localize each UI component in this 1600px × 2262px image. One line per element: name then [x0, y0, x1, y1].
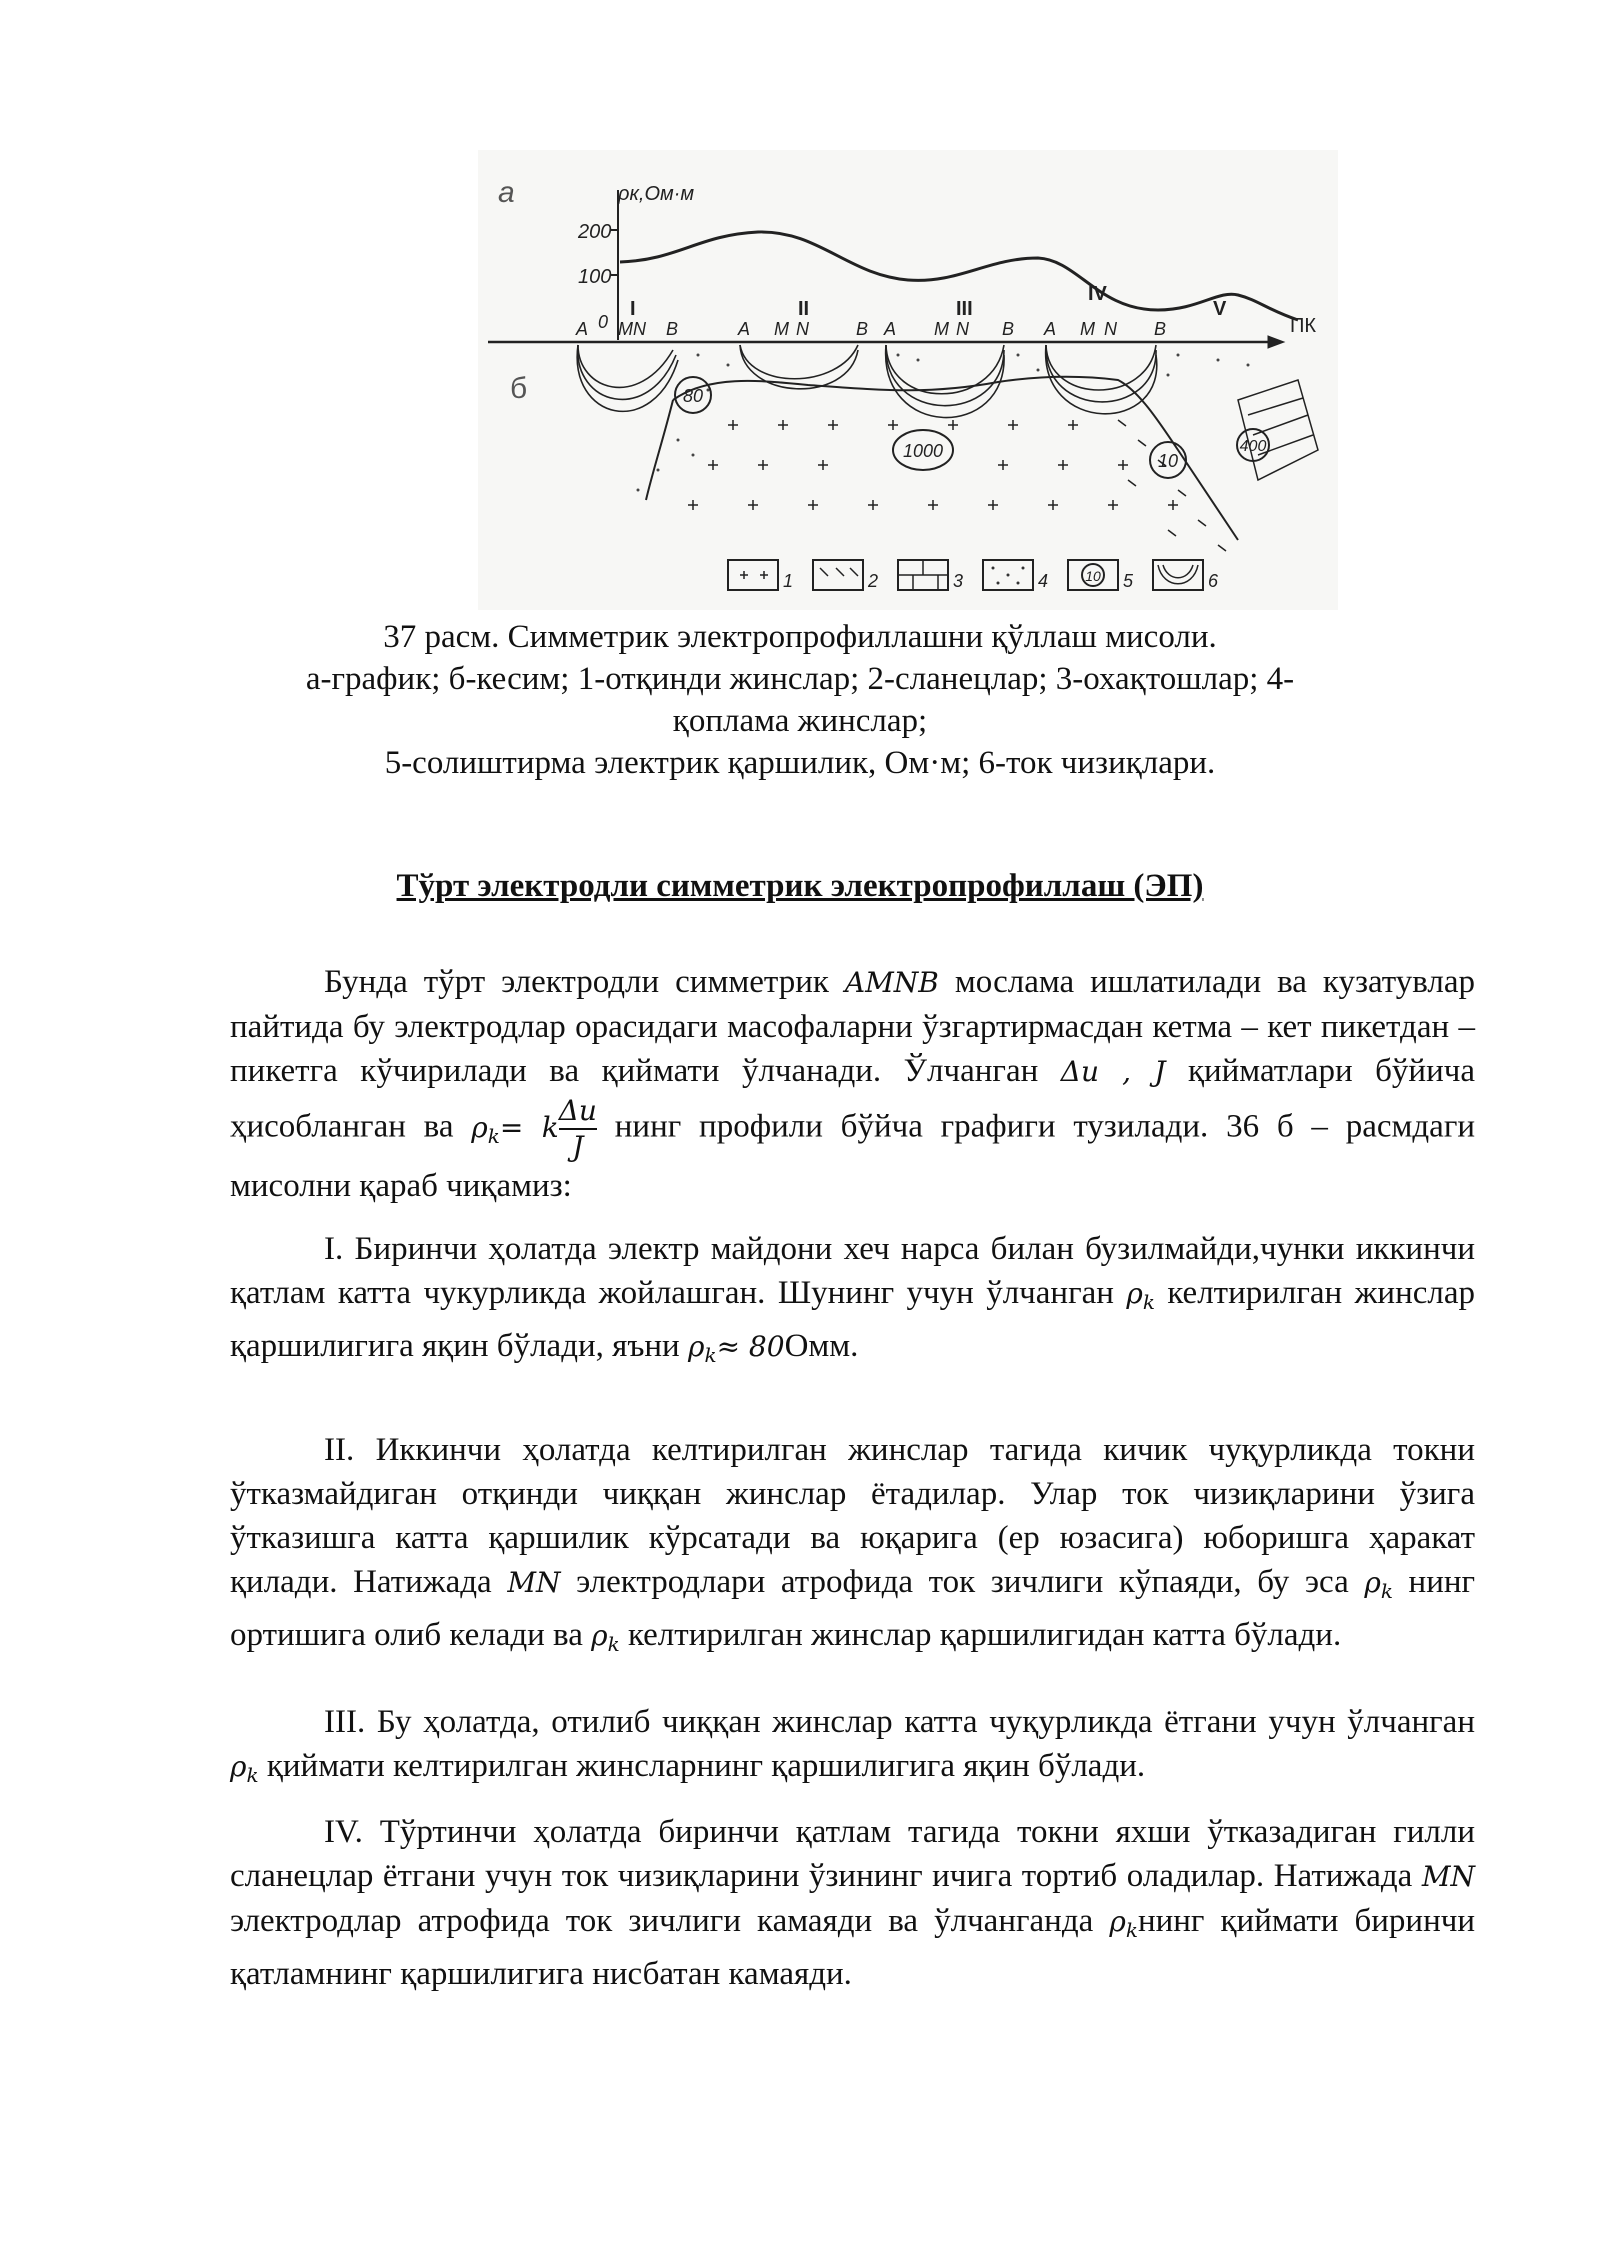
paragraph-case-2: II. Иккинчи ҳолатда келтирилган жинслар тагида кичик чуқурликда токни ўтказмайдиган отқинди чиққан жинслар ётадилар. Улар ток чизиқларини ўзига ўтказишга катта қаршилик кўрсатади ва юқарига (ер юзасига) юборишга ҳаракат қилади. Натижада MN электродлари атрофида ток зичлиги кўпаяди, бу эса $\rho_k$ нинг ортишига олиб келади ва $\rho_k$ келтирилган жинслар қаршилигидан катта бўлади.: [230, 1432, 1476, 1656]
y-tick-0: 0: [598, 312, 609, 332]
figure-label-b: б: [510, 372, 528, 405]
geophysical-profile-figure: [478, 150, 1338, 610]
svg-text:B: B: [1154, 319, 1167, 339]
svg-text:10: 10: [1085, 568, 1101, 584]
paragraph-case-4: IV. Тўртинчи ҳолатда биринчи қатлам тагида токни яхши ўтказадиган гилли сланецлар ётгани учун ток чизиқларини ўзининг ичига тортиб оладилар. Натижада MN электродлар атрофида ток зичлиги камаяди ва ўлчанганда $\rho_kнинг$ қиймати биринчи қатламнинг қаршилигига нисбатан камаяди.: [230, 1814, 1476, 1992]
svg-text:400: 400: [1239, 438, 1267, 455]
y-tick-200: 200: [578, 221, 612, 243]
svg-text:N: N: [1104, 319, 1117, 339]
formula-fraction: $\frac{\Delta u}{J}$: [558, 1094, 597, 1163]
x-axis-label: ПК: [1290, 315, 1317, 337]
svg-text:6: 6: [1208, 571, 1219, 591]
figure-caption-line1: 37 расм. Симметрик электропрофиллашни қўллаш мисоли.: [383, 619, 1217, 655]
figure-label-a: a: [498, 176, 515, 209]
intrusive-rock-pattern: [688, 420, 1178, 510]
zone-V: V: [1213, 298, 1227, 320]
section-heading: Тўрт электродли симметрик электропрофиллаш (ЭП): [396, 868, 1204, 904]
zone-IV: IV: [1088, 283, 1107, 305]
svg-text:M: M: [1080, 319, 1095, 339]
zone-II: II: [798, 298, 810, 320]
svg-text:1: 1: [783, 571, 794, 591]
svg-text:B: B: [856, 319, 869, 339]
svg-text:A: A: [1044, 319, 1057, 339]
figure-caption-line4: 5-солиштирма электрик қаршилик, Ом·м; 6-ток чизиқлари.: [384, 745, 1216, 781]
zone-III: III: [956, 298, 973, 320]
resistivity-1000: [893, 430, 953, 470]
svg-text:5: 5: [1123, 571, 1134, 591]
current-lines: [577, 345, 1157, 418]
svg-text:10: 10: [1157, 451, 1179, 471]
svg-text:B: B: [1002, 319, 1015, 339]
svg-text:M: M: [774, 319, 789, 339]
svg-text:4: 4: [1038, 571, 1049, 591]
resistivity-10: [1150, 442, 1186, 478]
svg-text:N: N: [956, 319, 969, 339]
svg-text:N: N: [796, 319, 809, 339]
svg-text:M: M: [934, 319, 949, 339]
profile-diagram: [478, 150, 1338, 610]
svg-text:80: 80: [682, 386, 704, 406]
zone-I: I: [630, 298, 636, 320]
y-axis-label: ρк,Ом·м: [618, 183, 695, 205]
paragraph-intro: Бунда тўрт электродли симметрик AMNB мослама ишлатилади ва кузатувлар пайтида бу электродлар орасидаги масофаларни ўзгартирмасдан кетма – кет пикетдан – пикетга кўчирилади ва қиймати ўлчанади. Ўлчанган Δu , J қийматлари бўйича ҳисобланган ва $\rho_k= k$ $\frac{\Delta u}{J}$ нинг профили бўйча графиги тузилади. 36 б – расмдаги мисолни қараб чиқамиз:: [230, 964, 1476, 1204]
intrusive-boundary: [673, 377, 1238, 540]
y-tick-100: 100: [578, 266, 612, 288]
svg-text:3: 3: [953, 571, 964, 591]
electrode-labels: [575, 319, 1166, 339]
svg-text:A: A: [576, 319, 589, 339]
figure-caption-line3: қоплама жинслар;: [672, 703, 928, 739]
svg-text:A: A: [884, 319, 897, 339]
svg-text:M: M: [618, 319, 633, 339]
figure-legend: [728, 560, 1219, 591]
svg-text:B: B: [666, 319, 679, 339]
svg-text:A: A: [738, 319, 751, 339]
paragraph-case-3: III. Бу ҳолатда, отилиб чиққан жинслар катта чуқурликда ётгани учун ўлчанган $\rho_k$ қиймати келтирилган жинсларнинг қаршилигига яқин бўлади.: [230, 1704, 1475, 1787]
svg-text:N: N: [633, 319, 646, 339]
resistivity-400: [1237, 429, 1269, 461]
svg-text:2: 2: [868, 571, 879, 591]
paragraph-case-1: I. Биринчи ҳолатда электр майдони хеч нарса билан бузилмайди,чунки иккинчи қатлам катта чукурликда жойлашган. Шунинг учун ўлчанган $\rho_k$ келтирилган жинслар қаршилигига яқин бўлади, яъни $\rho_k\approx 80Омм$.: [230, 1231, 1476, 1367]
figure-caption-line2: а-график; б-кесим; 1-отқинди жинслар; 2-сланецлар; 3-охақтошлар; 4-: [305, 661, 1295, 697]
svg-text:1000: 1000: [902, 441, 944, 461]
